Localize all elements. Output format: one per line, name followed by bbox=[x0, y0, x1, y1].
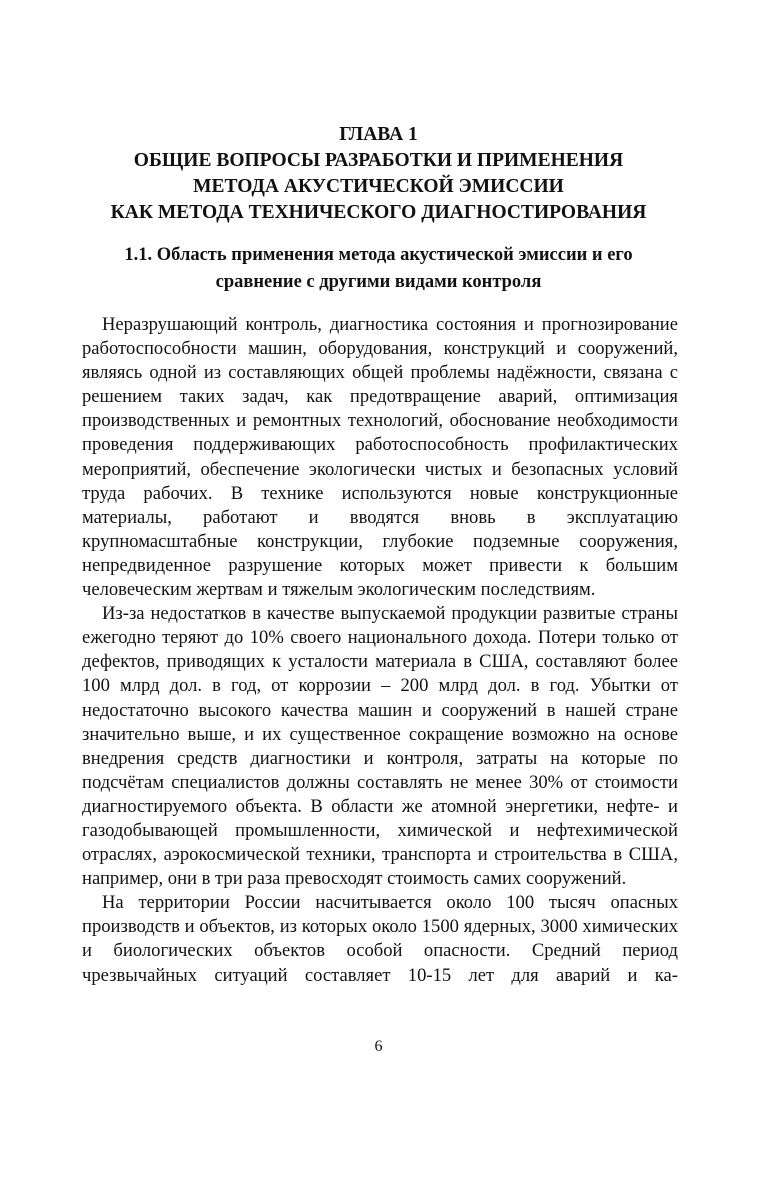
body-text bbox=[82, 313, 678, 988]
chapter-title-line-3: КАК МЕТОДА ТЕХНИЧЕСКОГО ДИАГНОСТИРОВАНИЯ bbox=[110, 202, 647, 223]
chapter-heading bbox=[60, 122, 697, 226]
chapter-number: ГЛАВА 1 bbox=[339, 124, 418, 145]
chapter-title-line-1: ОБЩИЕ ВОПРОСЫ РАЗРАБОТКИ И ПРИМЕНЕНИЯ bbox=[133, 150, 624, 171]
paragraph-2: Из-за недостатков в качестве выпускаемой продукции развитые страны ежегодно теряют до 10% своего национального дохода. Потери только от дефектов, приводящих к усталости материала в США, составляют более 100 млрд дол. в год, от коррозии – 200 млрд дол. в год. Убытки от недостаточно высокого качества машин и сооружений в нашей стране значительно выше, и их существенное сокращение возможно на основе внедрения средств диагностики и контроля, затраты на которые по подсчётам специалистов должны составлять не менее 30% от стоимости диагностируемого объекта. В области же атомной энергетики, нефте- и газодобывающей промышленности, химической и нефтехимической отраслях, аэрокосмической техники, транспорта и строительства в США, например, они в три раза превосходят стоимость самих сооружений. bbox=[82, 603, 678, 890]
chapter-title-line-2: МЕТОДА АКУСТИЧЕСКОЙ ЭМИССИИ bbox=[193, 176, 564, 197]
section-heading bbox=[70, 242, 687, 296]
section-title-line-2: сравнение с другими видами контроля bbox=[215, 272, 542, 292]
paragraph-1: Неразрушающий контроль, диагностика состояния и прогнозирование работоспособности машин, оборудования, конструкций и сооружений, являясь одной из составляющих общей проблемы надёжности, связана с решением таких задач, как предотвращение аварий, оптимизация производственных и ремонтных технологий, обоснование необходимости проведения поддерживающих работоспособность профилактических мероприятий, обеспечение экологически чистых и безопасных условий труда рабочих. В технике используются новые конструкционные материалы, работают и вводятся вновь в эксплуатацию крупномасштабные конструкции, глубокие подземные сооружения, непредвиденное разрушение которых может привести к большим человеческим жертвам и тяжелым экологическим последствиям. bbox=[82, 314, 678, 601]
paragraph-3: На территории России насчитывается около 100 тысяч опасных производств и объектов, из которых около 1500 ядерных, 3000 химических и биологических объектов особой опасности. Средний период чрезвычайных ситуаций составляет 10-15 лет для аварий и ка- bbox=[82, 892, 678, 986]
section-title-line-1: 1.1. Область применения метода акустической эмиссии и его bbox=[124, 245, 633, 265]
page-number: 6 bbox=[374, 1038, 383, 1055]
